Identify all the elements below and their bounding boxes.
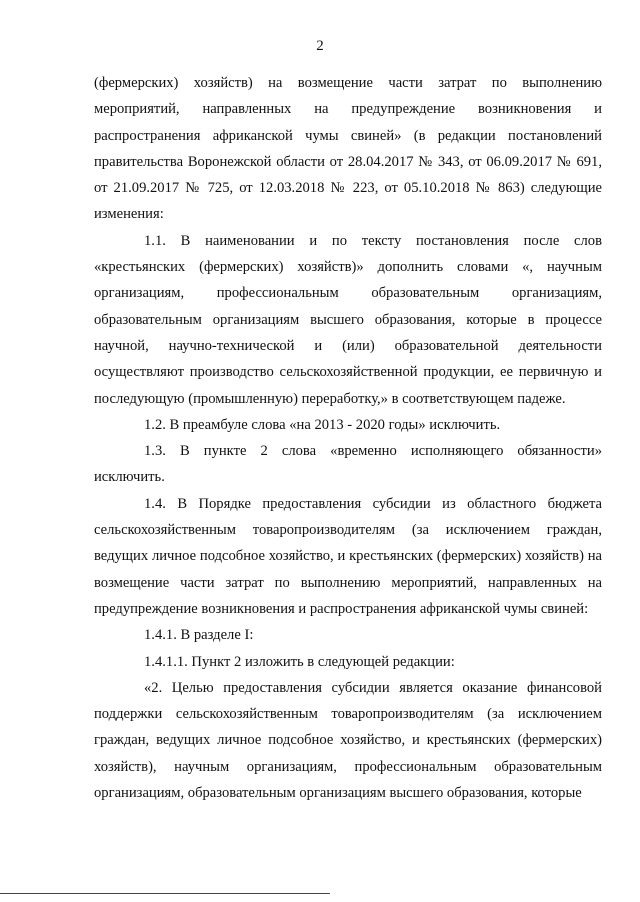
footer-divider: [0, 893, 330, 894]
paragraph-item-1-4: 1.4. В Порядке предоставления субсидии из областного бюджета сельскохозяйственным товаропроизводителям (за исключением граждан, ведущих личное подсобное хозяйство, и крестьянских (фермерских) хозяйств) на возмещение части затрат по выполнению мероприятий, направленных на предупреждение возникновения и распространения африканской чумы свиней:: [94, 495, 602, 617]
paragraph-quoted-item-2: «2. Целью предоставления субсидии является оказание финансовой поддержки сельскохозяйственным товаропроизводителям (за исключением граждан, ведущих личное подсобное хозяйство, и крестьянских (фермерских) хозяйств), научным организациям, профессиональным образовательным организациям, образовательным организациям высшего образования, которые: [94, 679, 602, 802]
paragraph-intro-continuation: (фермерских) хозяйств) на возмещение части затрат по выполнению мероприятий, направленных на предупреждение возникновения и распространения африканской чумы свиней» (в редакции постановлений правительства Воронежской области от 28.04.2017 № 343, от 06.09.2017 № 691, от 21.09.2017 № 725, от 12.03.2018 № 223, от 05.10.2018 № 863) следующие изменения:: [94, 75, 602, 223]
paragraph-item-1-1: 1.1. В наименовании и по тексту постановления после слов «крестьянских (фермерских) хозяйств)» дополнить словами «, научным организациям, профессиональным образовательным организациям, образовательным организациям высшего образования, которые в процессе научной, научно-технической и (или) образовательной деятельности осуществляют производство сельскохозяйственной продукции, ее первичную и последующую (промышленную) переработку,» в соответствующем падеже.: [94, 232, 602, 407]
paragraph-item-1-4-1: 1.4.1. В разделе I:: [144, 627, 254, 644]
paragraph-item-1-2: 1.2. В преамбуле слова «на 2013 - 2020 годы» исключить.: [144, 416, 501, 433]
paragraph-item-1-3: 1.3. В пункте 2 слова «временно исполняющего обязанности» исключить.: [94, 443, 602, 486]
document-body: [94, 70, 602, 806]
page-number: 2: [316, 38, 324, 54]
paragraph-item-1-4-1-1: 1.4.1.1. Пункт 2 изложить в следующей редакции:: [144, 653, 455, 670]
